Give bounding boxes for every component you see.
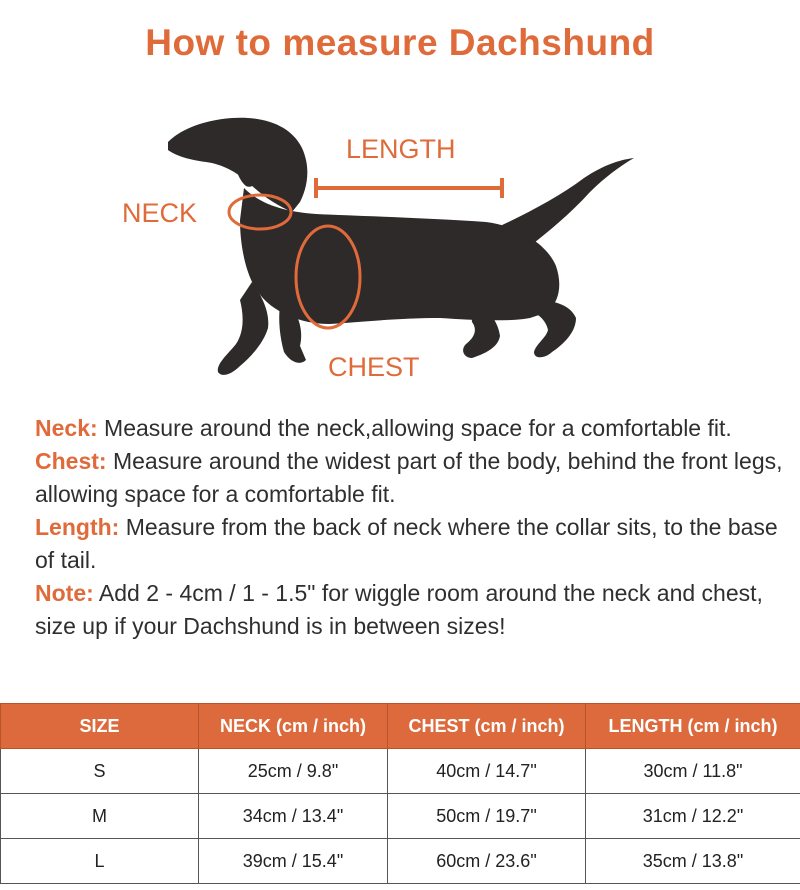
neck-cell: 25cm / 9.8" [199,749,388,794]
instruction-text: Measure from the back of neck where the collar sits, to the base of tail. [35,514,778,573]
size-chart-table [0,703,800,884]
instruction-key: Note: [35,580,94,606]
header-length: LENGTH (cm / inch) [586,704,800,749]
size-cell: L [1,839,199,884]
neck-cell: 34cm / 13.4" [199,794,388,839]
chest-cell: 40cm / 14.7" [388,749,586,794]
length-cell: 30cm / 11.8" [586,749,800,794]
neck-label: NECK [122,198,198,228]
instruction-chest [35,445,785,511]
measurement-instructions [35,412,785,643]
length-marker [316,178,502,198]
instruction-key: Length: [35,514,120,540]
neck-cell: 39cm / 15.4" [199,839,388,884]
chest-cell: 50cm / 19.7" [388,794,586,839]
instruction-neck [35,412,785,445]
instruction-text: Measure around the widest part of the body, behind the front legs, allowing space for a comfortable fit. [35,448,783,507]
table-row [1,749,800,794]
header-neck: NECK (cm / inch) [199,704,388,749]
instruction-key: Neck: [35,415,98,441]
chest-cell: 60cm / 23.6" [388,839,586,884]
chest-label: CHEST [328,352,420,382]
header-size: SIZE [1,704,199,749]
dachshund-diagram [0,100,800,400]
instruction-note [35,577,785,643]
header-chest: CHEST (cm / inch) [388,704,586,749]
length-cell: 31cm / 12.2" [586,794,800,839]
table-row [1,794,800,839]
length-label: LENGTH [346,134,456,164]
table-header-row [1,704,800,749]
instruction-text: Add 2 - 4cm / 1 - 1.5" for wiggle room around the neck and chest, size up if your Dachshund is in between sizes! [35,580,763,639]
instruction-text: Measure around the neck,allowing space for a comfortable fit. [97,415,732,441]
instruction-key: Chest: [35,448,107,474]
size-cell: M [1,794,199,839]
size-cell: S [1,749,199,794]
table-row [1,839,800,884]
instruction-length [35,511,785,577]
page-title: How to measure Dachshund [145,22,655,63]
length-cell: 35cm / 13.8" [586,839,800,884]
